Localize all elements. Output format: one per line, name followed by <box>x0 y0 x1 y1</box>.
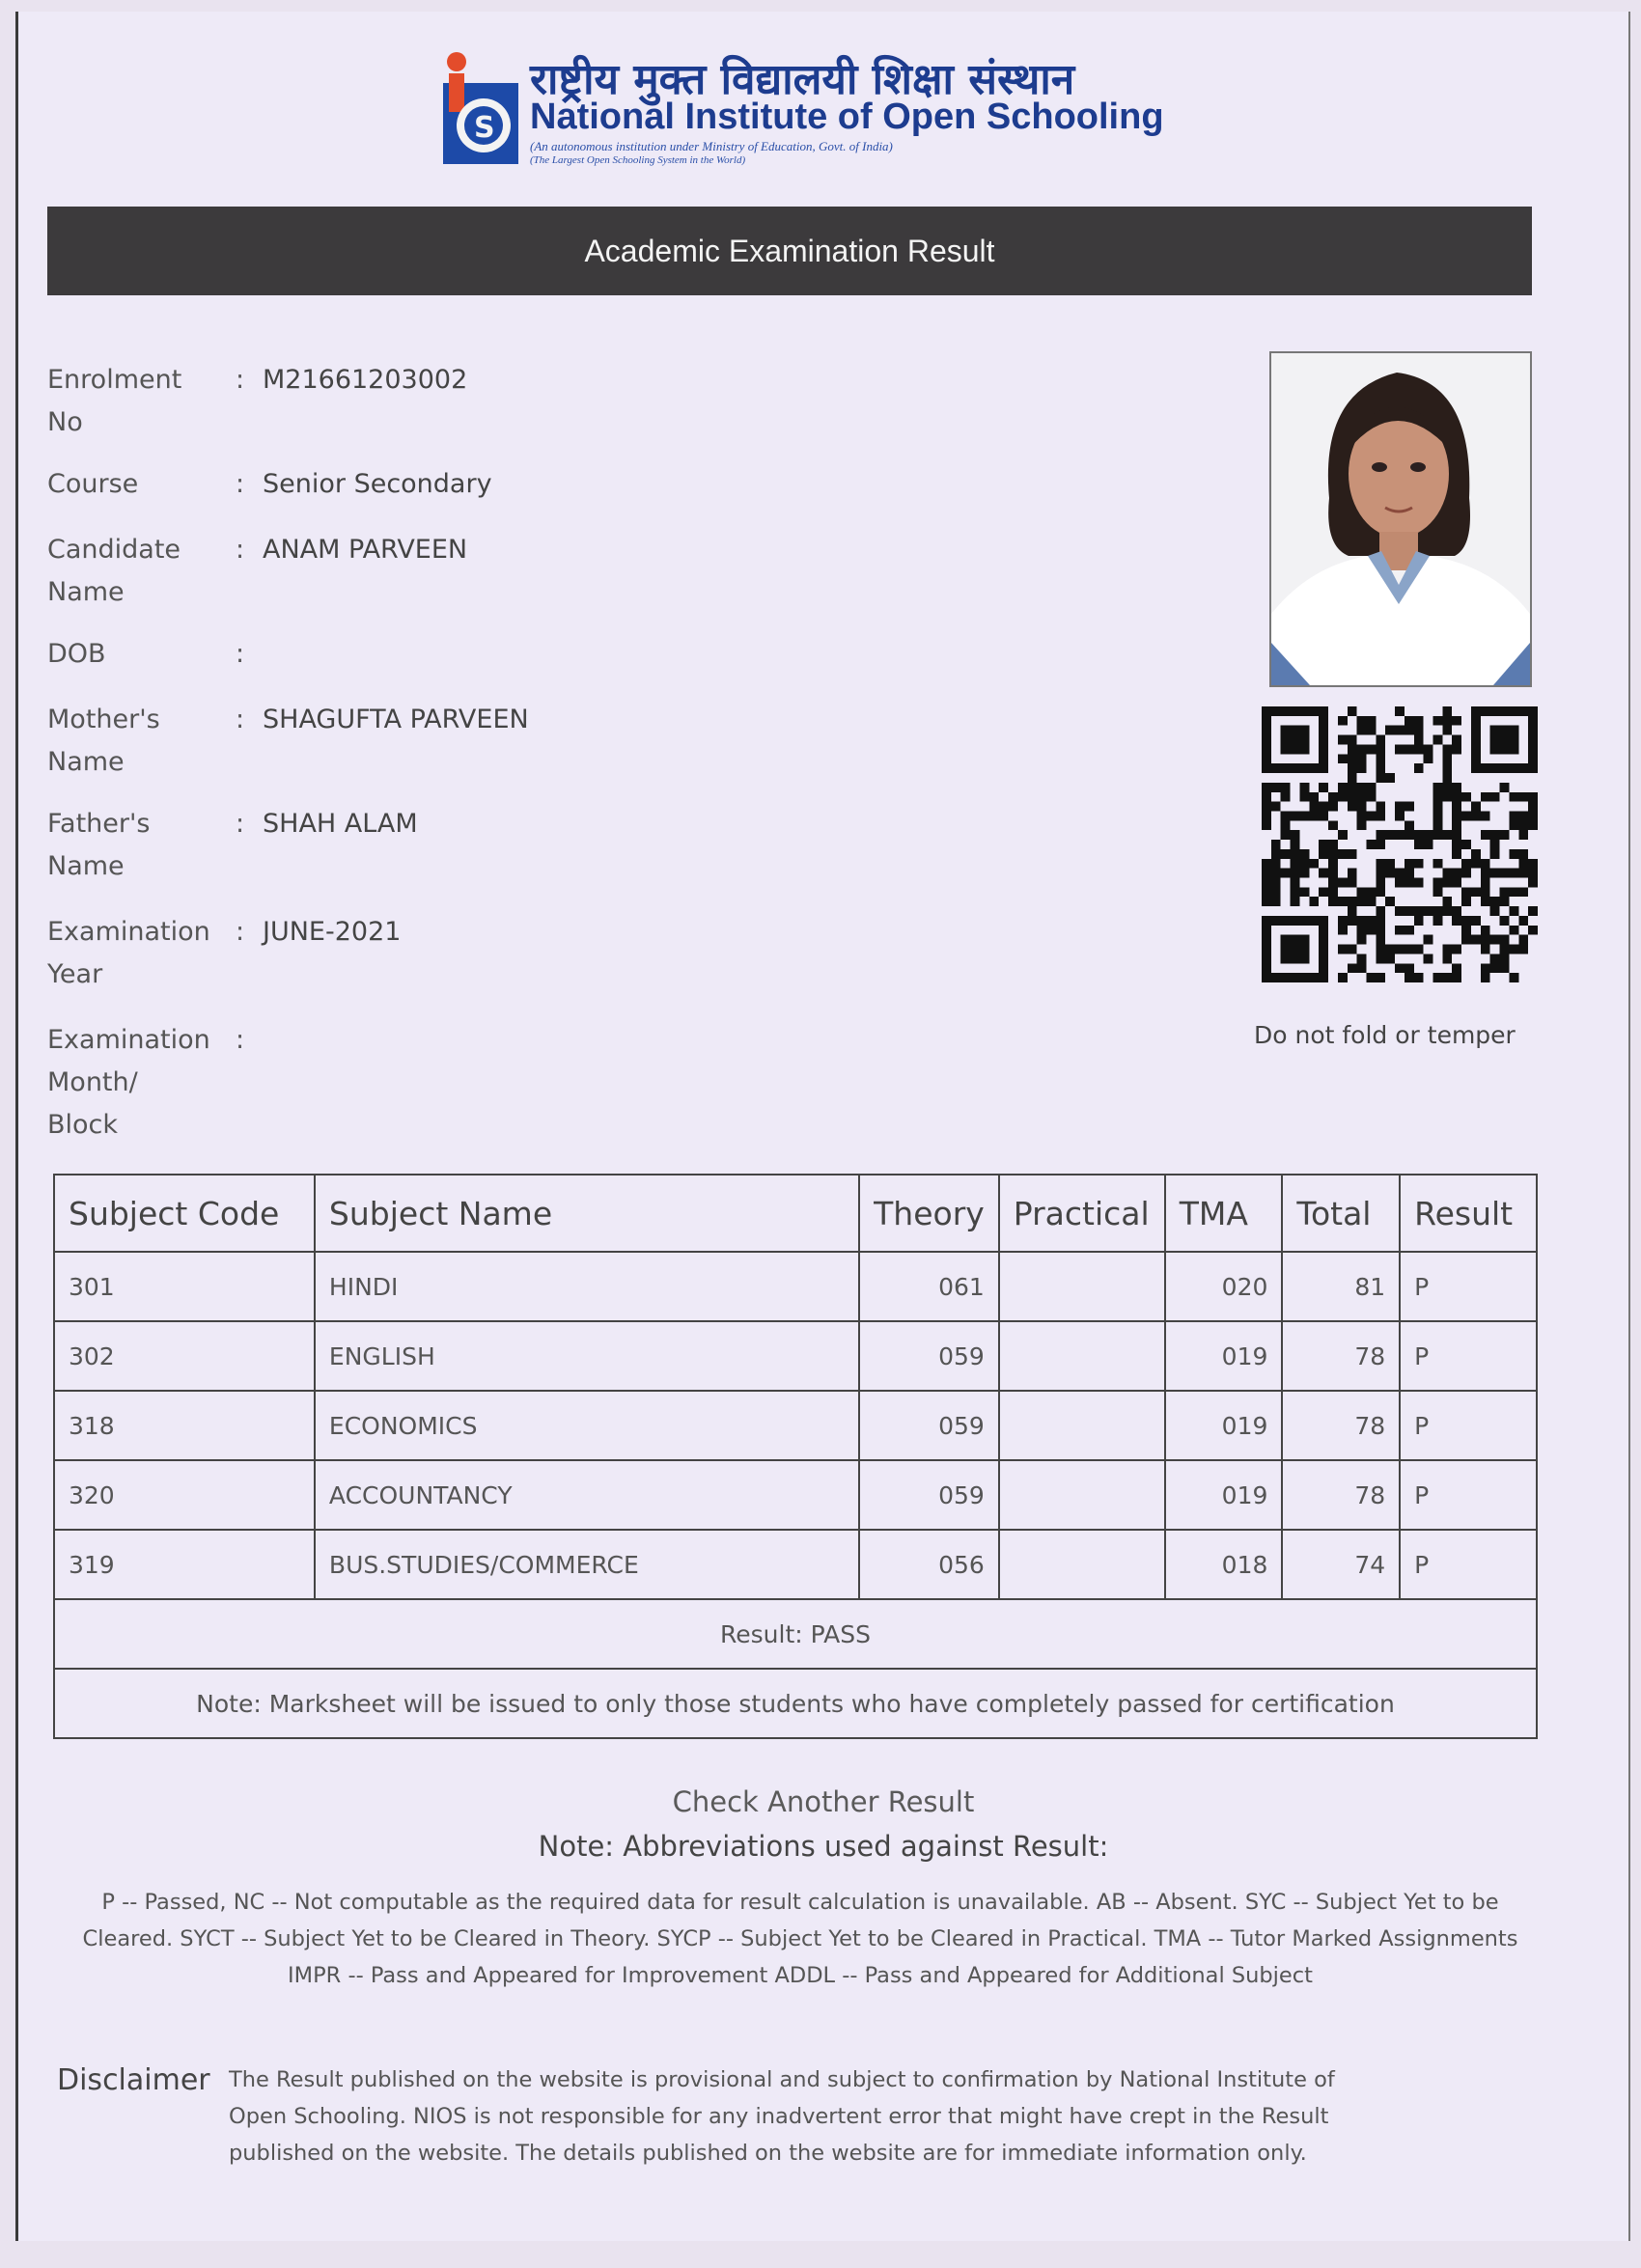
exam-year-label: Examination <box>47 917 210 947</box>
theory-cell: 059 <box>859 1321 999 1391</box>
qr-note: Do not fold or temper <box>1254 1021 1516 1049</box>
candidate-name-row <box>47 529 467 614</box>
column-header-tma: TMA <box>1165 1175 1283 1252</box>
abbreviations-title: Note: Abbreviations used against Result: <box>538 1830 1109 1863</box>
father-name-label: Father's <box>47 809 151 839</box>
course-value: Senior Secondary <box>263 469 492 499</box>
institute-tagline: (The Largest Open Schooling System in the World) <box>530 154 746 166</box>
course-row <box>47 463 492 506</box>
check-another-result-link[interactable]: Check Another Result <box>672 1785 975 1818</box>
exam-month-label: Examination <box>47 1025 210 1055</box>
result-cell: P <box>1400 1460 1537 1530</box>
candidate-photo <box>1269 351 1532 687</box>
column-header-subject-code: Subject Code <box>54 1175 315 1252</box>
colon: : <box>236 469 245 499</box>
dob-row <box>47 633 263 676</box>
exam-year-label-2: Year <box>47 959 103 989</box>
result-summary-row <box>54 1599 1537 1669</box>
nios-logo <box>443 48 518 164</box>
father-name-value: SHAH ALAM <box>263 809 418 839</box>
subject-name-cell: HINDI <box>315 1252 859 1321</box>
page-title: Academic Examination Result <box>584 233 995 268</box>
column-header-practical: Practical <box>999 1175 1165 1252</box>
candidate-name-label-2: Name <box>47 577 125 607</box>
table-row <box>54 1530 1537 1599</box>
subject-name-cell: ECONOMICS <box>315 1391 859 1460</box>
mother-name-label: Mother's <box>47 705 160 734</box>
disclaimer-line: The Result published on the website is provisional and subject to confirmation by National Institute of <box>229 2067 1335 2092</box>
colon: : <box>236 1025 245 1055</box>
table-row <box>54 1460 1537 1530</box>
column-header-total: Total <box>1282 1175 1400 1252</box>
tma-cell: 019 <box>1165 1460 1283 1530</box>
table-header-row <box>54 1175 1537 1252</box>
marksheet-note: Note: Marksheet will be issued to only those students who have completely passed for certification <box>54 1669 1537 1738</box>
exam-year-row <box>47 911 401 996</box>
theory-cell: 059 <box>859 1391 999 1460</box>
colon: : <box>236 535 245 565</box>
colon: : <box>236 365 245 395</box>
page-title-banner <box>47 207 1532 295</box>
marks-table <box>53 1174 1538 1739</box>
practical-cell <box>999 1252 1165 1321</box>
result-page <box>15 12 1630 2241</box>
practical-cell <box>999 1460 1165 1530</box>
header <box>433 48 1206 174</box>
institute-english-name: National Institute of Open Schooling <box>530 97 1164 137</box>
tma-cell: 019 <box>1165 1321 1283 1391</box>
institute-subtitle: (An autonomous institution under Ministry of Education, Govt. of India) <box>530 139 893 153</box>
table-row <box>54 1391 1537 1460</box>
theory-cell: 056 <box>859 1530 999 1599</box>
practical-cell <box>999 1530 1165 1599</box>
practical-cell <box>999 1391 1165 1460</box>
subject-name-cell: ACCOUNTANCY <box>315 1460 859 1530</box>
course-label: Course <box>47 469 139 499</box>
subject-code-cell: 318 <box>54 1391 315 1460</box>
abbreviations-text: P -- Passed, NC -- Not computable as the required data for result calculation is unavailable. AB -- Absent. SYC -- Subject Yet to be Cleared. SYCT -- Subject Yet to be Cleared in Theory. SYCP -- Subject Yet to be Cleared in Practical. TMA -- Tutor Marked Assignments IMPR -- Pass and Appeared for Improvement ADDL -- Pass and Appeared for Additional Subject <box>82 1890 1518 1988</box>
total-cell: 78 <box>1282 1460 1400 1530</box>
colon: : <box>236 809 245 839</box>
father-name-label-2: Name <box>47 851 125 881</box>
theory-cell: 061 <box>859 1252 999 1321</box>
institute-hindi-name: राष्ट्रीय मुक्त विद्यालयी शिक्षा संस्थान <box>530 55 1075 104</box>
enrolment-value: M21661203002 <box>263 365 468 395</box>
mother-name-label-2: Name <box>47 747 125 777</box>
colon: : <box>236 917 245 947</box>
exam-year-value: JUNE-2021 <box>263 917 402 947</box>
exam-month-row <box>47 1019 263 1147</box>
svg-text:S: S <box>474 111 495 145</box>
marksheet-note-row <box>54 1669 1537 1738</box>
result-summary: Result: PASS <box>54 1599 1537 1669</box>
column-header-result: Result <box>1400 1175 1537 1252</box>
mother-name-row <box>47 699 529 784</box>
enrolment-label-2: No <box>47 407 83 437</box>
total-cell: 78 <box>1282 1391 1400 1460</box>
result-cell: P <box>1400 1391 1537 1460</box>
subject-code-cell: 301 <box>54 1252 315 1321</box>
enrolment-label: Enrolment <box>47 365 182 395</box>
column-header-subject-name: Subject Name <box>315 1175 859 1252</box>
disclaimer-line: published on the website. The details published on the website are for immediate information only. <box>229 2141 1307 2166</box>
exam-month-label-2: Month/ <box>47 1067 138 1097</box>
tma-cell: 019 <box>1165 1391 1283 1460</box>
result-cell: P <box>1400 1252 1537 1321</box>
total-cell: 81 <box>1282 1252 1400 1321</box>
exam-month-label-3: Block <box>47 1110 119 1140</box>
father-name-row <box>47 803 418 888</box>
dob-label: DOB <box>47 639 106 669</box>
subject-name-cell: BUS.STUDIES/COMMERCE <box>315 1530 859 1599</box>
disclaimer-line: Open Schooling. NIOS is not responsible for any inadvertent error that might have crept in the Result <box>229 2104 1329 2129</box>
theory-cell: 059 <box>859 1460 999 1530</box>
subject-code-cell: 320 <box>54 1460 315 1530</box>
mother-name-value: SHAGUFTA PARVEEN <box>263 705 529 734</box>
tma-cell: 020 <box>1165 1252 1283 1321</box>
enrolment-row <box>47 359 467 444</box>
total-cell: 74 <box>1282 1530 1400 1599</box>
subject-code-cell: 319 <box>54 1530 315 1599</box>
result-cell: P <box>1400 1321 1537 1391</box>
colon: : <box>236 705 245 734</box>
practical-cell <box>999 1321 1165 1391</box>
result-cell: P <box>1400 1530 1537 1599</box>
table-row <box>54 1321 1537 1391</box>
column-header-theory: Theory <box>859 1175 999 1252</box>
table-row <box>54 1252 1537 1321</box>
tma-cell: 018 <box>1165 1530 1283 1599</box>
candidate-name-value: ANAM PARVEEN <box>263 535 468 565</box>
disclaimer-label: Disclaimer <box>57 2063 210 2097</box>
qr-code <box>1262 705 1538 984</box>
total-cell: 78 <box>1282 1321 1400 1391</box>
subject-name-cell: ENGLISH <box>315 1321 859 1391</box>
candidate-name-label: Candidate <box>47 535 181 565</box>
subject-code-cell: 302 <box>54 1321 315 1391</box>
disclaimer-text <box>229 2061 1542 2171</box>
colon: : <box>236 639 245 669</box>
